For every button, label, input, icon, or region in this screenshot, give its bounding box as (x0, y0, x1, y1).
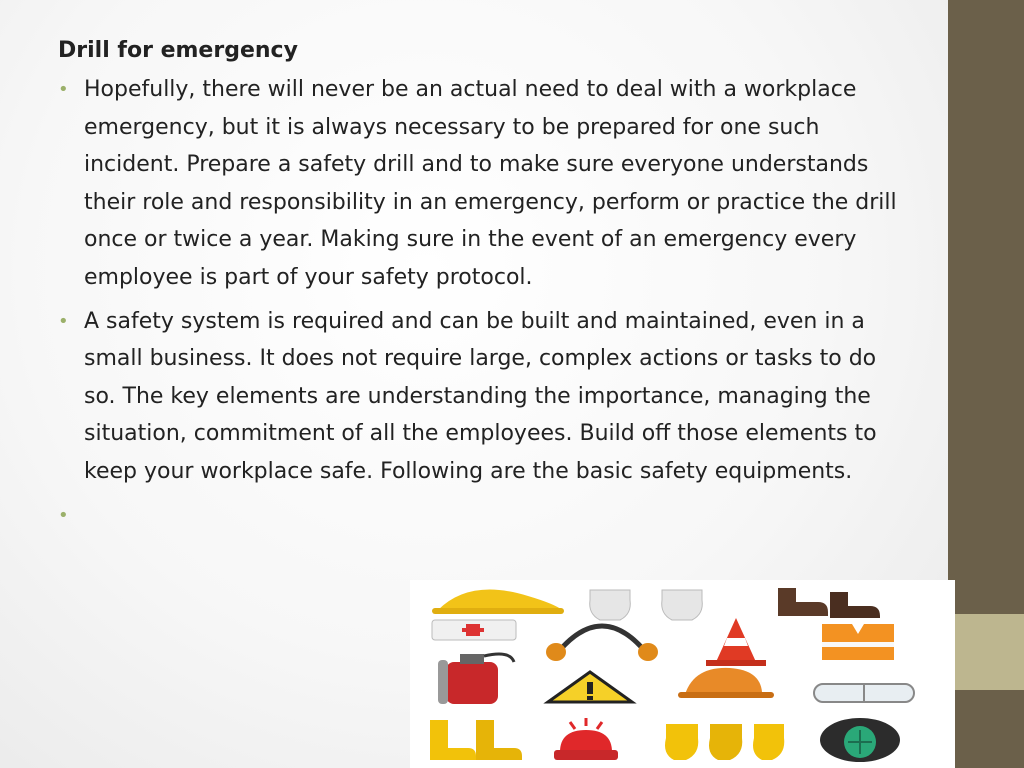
bullet-item (58, 71, 898, 297)
safety-equipment-image (410, 580, 955, 768)
helmet-icon (678, 668, 774, 698)
safety-vest-icon (822, 624, 894, 660)
bullet-dot-icon: • (58, 79, 69, 100)
bullet-text: Hopefully, there will never be an actual need to deal with a workplace emergency, but it is always necessary to be prepared for one such incident. Prepare a safety drill and to make sure everyone understands their role and responsibility in an emergency, perform or practice the drill once or twice a year. Making sure in the event of an emergency every employee is part of your safety protocol. (84, 77, 897, 290)
alarm-light-icon (554, 718, 618, 760)
warning-sign-icon (548, 672, 632, 702)
respirator-mask-icon (820, 718, 900, 762)
traffic-cone-icon (706, 618, 766, 666)
fire-extinguisher-icon (438, 654, 514, 704)
bullet-text: A safety system is required and can be built and maintained, even in a small business. It does not require large, complex actions or tasks to do so. The key elements are understanding the importance, managing the situation, commitment of all the employees. Build off those elements to keep your workplace safe. Following are the basic safety equipments. (84, 308, 877, 484)
bullet-dot-icon: • (58, 310, 69, 332)
bullet-item (58, 303, 898, 491)
ear-muffs-icon (546, 626, 658, 661)
slide-content (58, 34, 898, 526)
hard-hat-icon (432, 590, 564, 614)
first-aid-kit-icon (432, 620, 516, 640)
work-gloves-icon (665, 724, 784, 760)
bullet-dot-icon: • (58, 504, 69, 526)
safety-boots-icon (778, 588, 880, 618)
safety-goggles-icon (814, 684, 914, 702)
bullet-list (58, 71, 898, 526)
side-accent-block (948, 614, 1024, 690)
slide-heading: Drill for emergency (58, 38, 298, 63)
rubber-boots-icon (430, 720, 522, 760)
gloves-icon (590, 590, 703, 620)
